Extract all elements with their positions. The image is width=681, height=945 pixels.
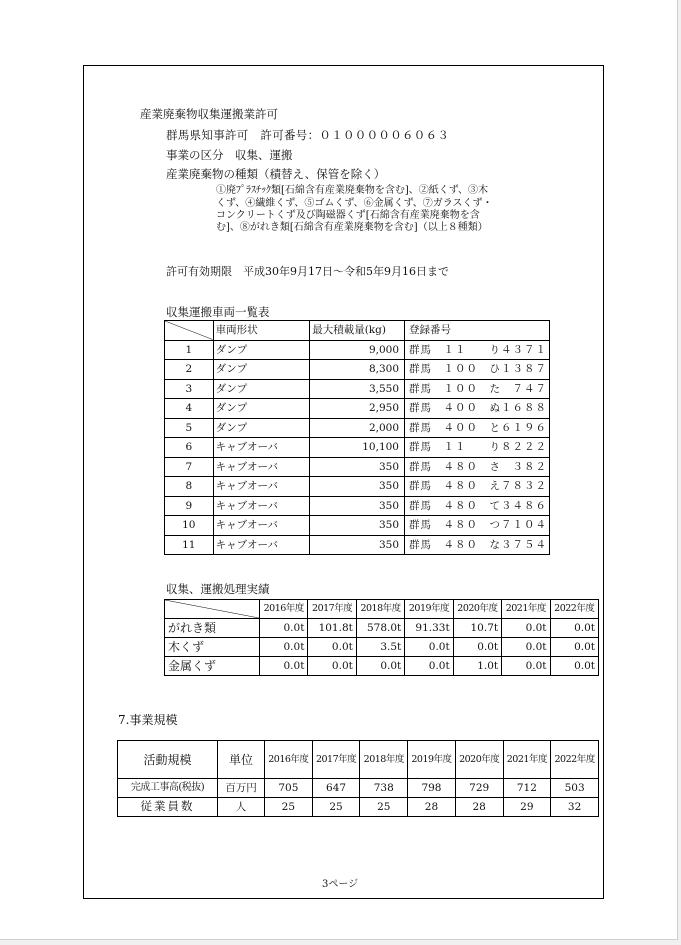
waste-category: 木くず [165, 638, 260, 657]
vehicle-number: 5 [165, 418, 214, 438]
vehicle-number: 9 [165, 496, 214, 516]
vehicle-registration: 群馬 １１ り８２２２ [405, 438, 550, 458]
year-header: 2021年度 [503, 741, 551, 779]
diagonal-header-cell [165, 321, 214, 341]
results-table-title: 収集、運搬処理実績 [166, 582, 270, 596]
scale-value: 25 [360, 798, 408, 817]
vehicle-shape: ダンプ [213, 399, 310, 419]
result-value: 0.0t [260, 657, 308, 676]
result-value: 0.0t [260, 619, 308, 638]
result-value: 0.0t [356, 657, 404, 676]
scale-value: 729 [455, 779, 503, 798]
table-row [165, 638, 599, 657]
table-row [165, 399, 550, 419]
table-header-row [118, 741, 599, 779]
scale-value: 29 [503, 798, 551, 817]
table-row [118, 779, 599, 798]
vehicle-max-load: 3,550 [310, 379, 405, 399]
result-value: 0.0t [550, 638, 598, 657]
vehicle-number: 7 [165, 457, 214, 477]
section-title-business-scale: 7.事業規模 [118, 713, 178, 727]
result-value: 10.7t [453, 619, 501, 638]
result-value: 0.0t [502, 619, 550, 638]
table-row [165, 657, 599, 676]
scale-value: 503 [551, 779, 599, 798]
vehicle-shape: キャブオーバ [213, 438, 310, 458]
permit-number: 群馬県知事許可 許可番号：０１０００００６０６３ [166, 128, 450, 142]
waste-types-title: 産業廃棄物の種類（積替え、保管を除く） [166, 167, 386, 181]
vehicle-table [164, 320, 550, 555]
result-value: 3.5t [356, 638, 404, 657]
table-row [165, 438, 550, 458]
result-value: 0.0t [502, 657, 550, 676]
waste-types-line: くず、④繊維くず、⑤ゴムくず、⑥金属くず、⑦ガラスくず・ [216, 198, 493, 209]
vehicle-number: 4 [165, 399, 214, 419]
result-value: 91.33t [405, 619, 453, 638]
vehicle-max-load: 350 [310, 516, 405, 536]
vehicle-registration: 群馬 １００ ひ１３８７ [405, 360, 550, 380]
year-header: 2019年度 [408, 741, 456, 779]
vehicle-registration: 群馬 ４８０ て３４８６ [405, 496, 550, 516]
scale-value: 712 [503, 779, 551, 798]
result-value: 0.0t [260, 638, 308, 657]
license-validity: 許可有効期限 平成30年9月17日～令和5年9月16日まで [166, 265, 449, 278]
table-row [165, 477, 550, 497]
table-header-row [165, 600, 599, 619]
result-value: 0.0t [405, 657, 453, 676]
vehicle-number: 10 [165, 516, 214, 536]
table-row [165, 360, 550, 380]
table-row [165, 535, 550, 555]
vehicle-registration: 群馬 ４８０ つ７１０４ [405, 516, 550, 536]
year-header: 2017年度 [308, 600, 356, 619]
vehicle-number: 3 [165, 379, 214, 399]
scale-value: 25 [312, 798, 360, 817]
year-header: 2020年度 [453, 600, 501, 619]
scale-value: 25 [265, 798, 313, 817]
page-number: 3ページ [322, 879, 359, 890]
vehicle-shape: ダンプ [213, 340, 310, 360]
year-header: 2018年度 [356, 600, 404, 619]
header-unit: 単位 [218, 741, 265, 779]
table-row [165, 516, 550, 536]
table-row [165, 496, 550, 516]
scale-label: 完成工事高(税抜) [118, 779, 218, 798]
year-header: 2020年度 [455, 741, 503, 779]
waste-types-line: コンクリートくず及び陶磁器くず[石綿含有産業廃棄物を含 [216, 210, 480, 221]
vehicle-shape: キャブオーバ [213, 516, 310, 536]
vehicle-shape: キャブオーバ [213, 477, 310, 497]
business-scale-table [117, 740, 599, 817]
vehicle-registration: 群馬 ４８０ さ ３８２ [405, 457, 550, 477]
vehicle-registration: 群馬 ４００ と６１９６ [405, 418, 550, 438]
scale-value: 28 [408, 798, 456, 817]
result-value: 1.0t [453, 657, 501, 676]
vehicle-registration: 群馬 ４８０ な３７５４ [405, 535, 550, 555]
vehicle-number: 6 [165, 438, 214, 458]
scale-value: 738 [360, 779, 408, 798]
year-header: 2016年度 [265, 741, 313, 779]
waste-category: がれき類 [165, 619, 260, 638]
vehicle-shape: ダンプ [213, 418, 310, 438]
year-header: 2021年度 [502, 600, 550, 619]
vehicle-max-load: 9,000 [310, 340, 405, 360]
table-row [165, 418, 550, 438]
vehicle-max-load: 350 [310, 457, 405, 477]
year-header: 2022年度 [551, 741, 599, 779]
scale-unit: 人 [218, 798, 265, 817]
vehicle-shape: ダンプ [213, 379, 310, 399]
year-header: 2018年度 [360, 741, 408, 779]
result-value: 0.0t [502, 638, 550, 657]
vehicle-max-load: 350 [310, 477, 405, 497]
result-value: 578.0t [356, 619, 404, 638]
scale-value: 798 [408, 779, 456, 798]
business-category: 事業の区分 収集、運搬 [166, 148, 293, 162]
year-header: 2022年度 [550, 600, 598, 619]
vehicle-max-load: 350 [310, 535, 405, 555]
year-header: 2017年度 [312, 741, 360, 779]
vehicle-registration: 群馬 １００ た ７４７ [405, 379, 550, 399]
vehicle-shape: ダンプ [213, 360, 310, 380]
scale-value: 647 [312, 779, 360, 798]
vehicle-registration: 群馬 ４００ ぬ１６８８ [405, 399, 550, 419]
vehicle-max-load: 8,300 [310, 360, 405, 380]
table-header-row [165, 321, 550, 341]
header-vehicle-shape: 車両形状 [213, 321, 310, 341]
result-value: 0.0t [308, 638, 356, 657]
vehicle-shape: キャブオーバ [213, 535, 310, 555]
scale-value: 705 [265, 779, 313, 798]
vehicle-max-load: 10,100 [310, 438, 405, 458]
scale-value: 28 [455, 798, 503, 817]
header-max-load: 最大積載量(kg) [310, 321, 405, 341]
header-activity: 活動規模 [118, 741, 218, 779]
table-row [165, 457, 550, 477]
vehicle-shape: キャブオーバ [213, 457, 310, 477]
vehicle-number: 11 [165, 535, 214, 555]
result-value: 0.0t [308, 657, 356, 676]
vehicle-max-load: 2,950 [310, 399, 405, 419]
vehicle-number: 1 [165, 340, 214, 360]
scale-label: 従業員数 [118, 798, 218, 817]
header-registration: 登録番号 [405, 321, 550, 341]
table-row [165, 340, 550, 360]
diagonal-header-cell [165, 600, 260, 619]
vehicle-number: 2 [165, 360, 214, 380]
result-value: 101.8t [308, 619, 356, 638]
vehicle-max-load: 350 [310, 496, 405, 516]
year-header: 2016年度 [260, 600, 308, 619]
result-value: 0.0t [405, 638, 453, 657]
license-heading: 産業廃棄物収集運搬業許可 [140, 107, 278, 121]
vehicle-number: 8 [165, 477, 214, 497]
waste-types-line: む]、⑧がれき類[石綿含有産業廃棄物を含む]（以上８種類） [216, 222, 488, 233]
table-row [118, 798, 599, 817]
table-row [165, 379, 550, 399]
waste-types-line: ①廃ﾌﾟﾗｽﾁｯｸ類[石綿含有産業廃棄物を含む]、②紙くず、③木 [216, 185, 489, 196]
result-value: 0.0t [453, 638, 501, 657]
results-table [164, 599, 599, 676]
year-header: 2019年度 [405, 600, 453, 619]
scale-unit: 百万円 [218, 779, 265, 798]
result-value: 0.0t [550, 657, 598, 676]
vehicle-max-load: 2,000 [310, 418, 405, 438]
scale-value: 32 [551, 798, 599, 817]
result-value: 0.0t [550, 619, 598, 638]
vehicle-table-title: 収集運搬車両一覧表 [166, 305, 270, 319]
vehicle-registration: 群馬 ４８０ え７８３２ [405, 477, 550, 497]
vehicle-registration: 群馬 １１ り４３７１ [405, 340, 550, 360]
table-row [165, 619, 599, 638]
waste-category: 金属くず [165, 657, 260, 676]
vehicle-shape: キャブオーバ [213, 496, 310, 516]
